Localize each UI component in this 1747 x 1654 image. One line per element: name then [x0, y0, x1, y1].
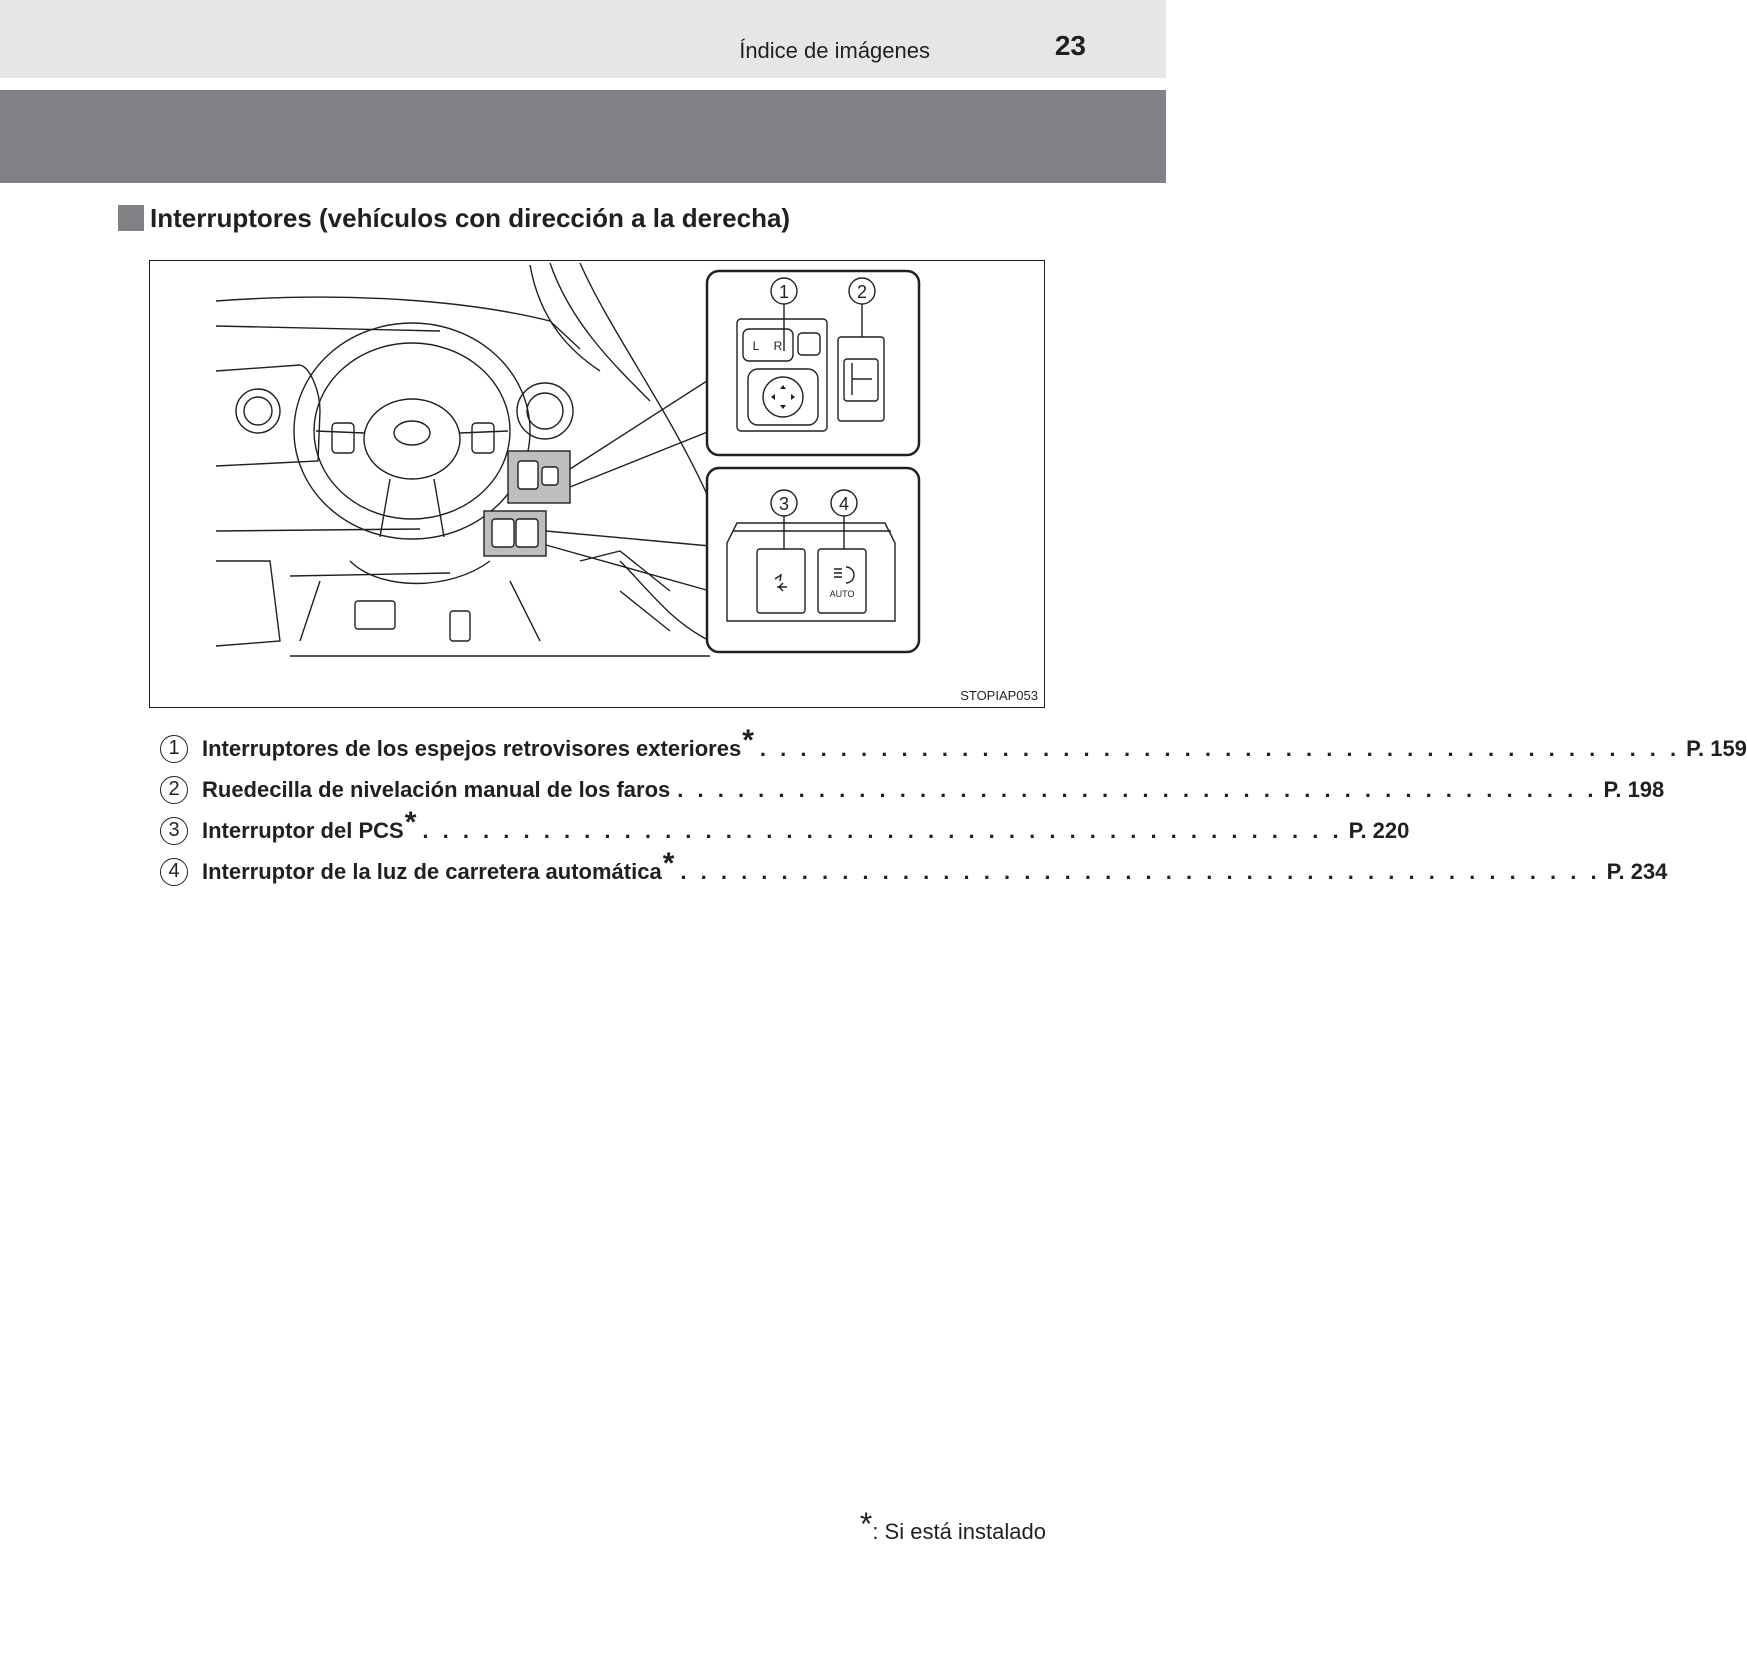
mirror-label-right: R [773, 339, 783, 353]
legend-list [160, 723, 1747, 892]
callout-1: 1 [778, 282, 790, 302]
asterisk-mark: * [662, 846, 675, 880]
figure-code: STOPIAP053 [960, 688, 1038, 703]
page-reference: P. 198 [1603, 776, 1665, 802]
page-reference: P. 234 [1606, 858, 1668, 884]
legend-label: Interruptor de la luz de carretera automática [202, 858, 662, 884]
callout-4: 4 [838, 494, 850, 514]
footnote-asterisk: * [859, 1506, 873, 1542]
legend-item [160, 769, 1665, 810]
dashboard-drawing [150, 261, 1043, 706]
legend-number: 2 [160, 776, 188, 804]
mirror-label-left: L [752, 339, 760, 353]
footnote-text: : Si está instalado [872, 1519, 1046, 1544]
callout-3: 3 [778, 494, 790, 514]
legend-item [160, 805, 1410, 851]
header-section-title: Índice de imágenes [739, 38, 930, 63]
leader-dots: . . . . . . . . . . . . . . . . . . . . . . . . . . . . . . . . . . . . . . . . . . . . . . [680, 858, 1601, 884]
leader-dots: . . . . . . . . . . . . . . . . . . . . . . . . . . . . . . . . . . . . . . . . . . . . . . [677, 776, 1598, 802]
leader-dots: . . . . . . . . . . . . . . . . . . . . . . . . . . . . . . . . . . . . . . . . . . . . . . [759, 735, 1681, 761]
legend-item [160, 723, 1747, 769]
section-title: Interruptores (vehículos con dirección a la derecha) [150, 203, 791, 233]
header-band [0, 0, 1166, 78]
section-marker [118, 205, 144, 231]
dashboard-illustration [149, 260, 1045, 708]
legend-label: Interruptores de los espejos retrovisores exteriores [202, 735, 742, 761]
legend-number: 1 [160, 735, 188, 763]
legend-label: Ruedecilla de nivelación manual de los faros [202, 776, 671, 802]
header-rule [0, 78, 1166, 80]
legend-number: 3 [160, 817, 188, 845]
asterisk-mark: * [742, 723, 754, 757]
page-number: 23 [1054, 30, 1086, 61]
footnote [859, 1506, 1046, 1547]
legend-item [160, 846, 1668, 892]
leader-dots: . . . . . . . . . . . . . . . . . . . . . . . . . . . . . . . . . . . . . . . . . . . . . . [422, 817, 1343, 843]
callout-2: 2 [856, 282, 868, 302]
page-reference: P. 220 [1348, 817, 1410, 843]
page-reference: P. 159 [1686, 735, 1747, 761]
auto-label: AUTO [829, 589, 855, 599]
legend-label: Interruptor del PCS [202, 817, 404, 843]
legend-number: 4 [160, 858, 188, 886]
header-dark-band [0, 90, 1166, 183]
asterisk-mark: * [404, 805, 417, 839]
